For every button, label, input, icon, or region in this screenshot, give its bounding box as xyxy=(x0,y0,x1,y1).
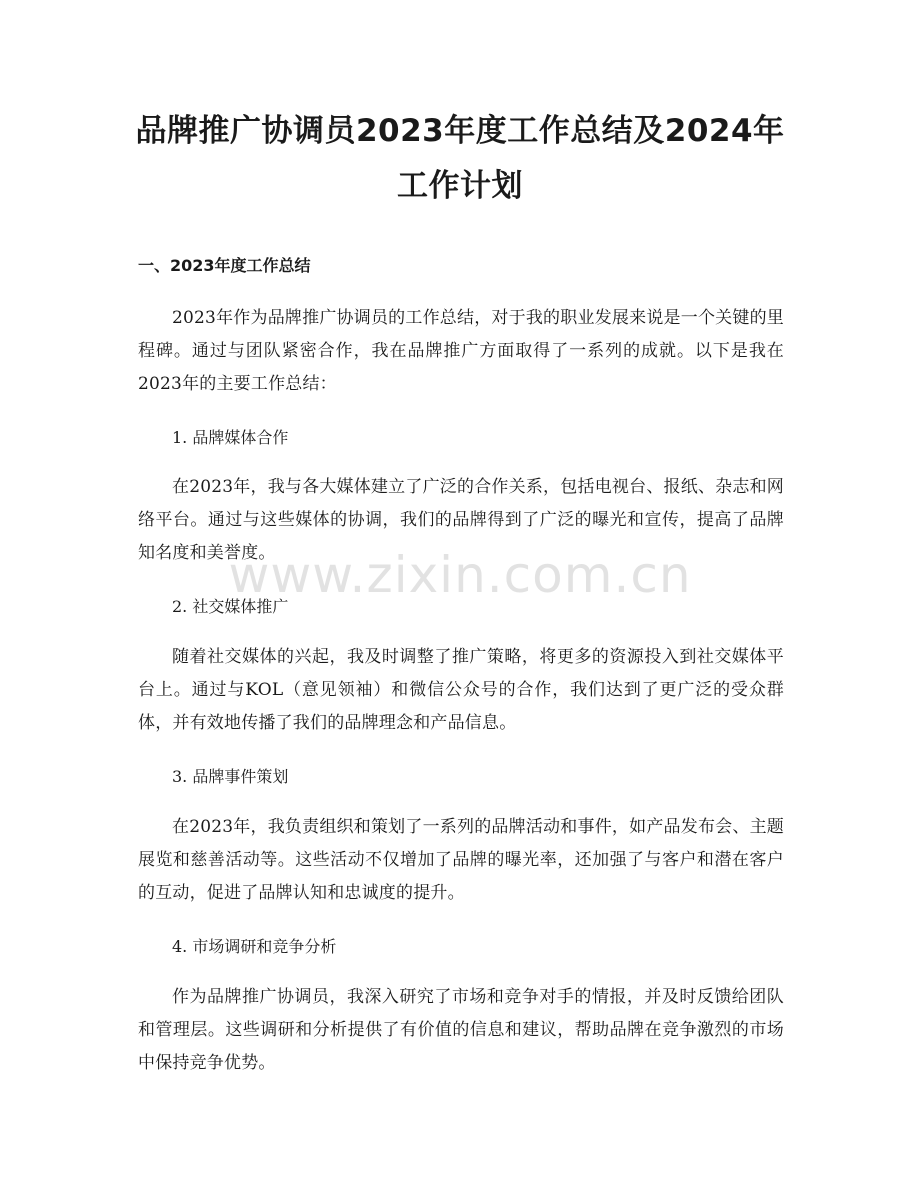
item-heading-3: 3. 品牌事件策划 xyxy=(172,767,289,786)
item-heading-1: 1. 品牌媒体合作 xyxy=(172,428,289,447)
item-body-4: 作为品牌推广协调员，我深入研究了市场和竞争对手的情报，并及时反馈给团队和管理层。这些调研和分析提供了有价值的信息和建议，帮助品牌在竞争激烈的市场中保持竞争优势。 xyxy=(138,987,784,1073)
section-heading: 一、2023年度工作总结 xyxy=(138,256,311,275)
item-body-1: 在2023年，我与各大媒体建立了广泛的合作关系，包括电视台、报纸、杂志和网络平台。通过与这些媒体的协调，我们的品牌得到了广泛的曝光和宣传，提高了品牌知名度和美誉度。 xyxy=(138,477,784,563)
item-heading-2: 2. 社交媒体推广 xyxy=(172,597,289,616)
intro-paragraph: 2023年作为品牌推广协调员的工作总结，对于我的职业发展来说是一个关键的里程碑。通过与团队紧密合作，我在品牌推广方面取得了一系列的成就。以下是我在2023年的主要工作总结： xyxy=(138,308,784,394)
item-body-3: 在2023年，我负责组织和策划了一系列的品牌活动和事件，如产品发布会、主题展览和慈善活动等。这些活动不仅增加了品牌的曝光率，还加强了与客户和潜在客户的互动，促进了品牌认知和忠诚度的提升。 xyxy=(138,817,784,903)
watermark: www.zixin.com.cn xyxy=(228,546,692,604)
item-body-2: 随着社交媒体的兴起，我及时调整了推广策略，将更多的资源投入到社交媒体平台上。通过与KOL（意见领袖）和微信公众号的合作，我们达到了更广泛的受众群体，并有效地传播了我们的品牌理念和产品信息。 xyxy=(138,647,784,733)
item-heading-4: 4. 市场调研和竞争分析 xyxy=(172,937,337,956)
document-title: 品牌推广协调员2023年度工作总结及2024年工作计划 xyxy=(135,113,785,204)
